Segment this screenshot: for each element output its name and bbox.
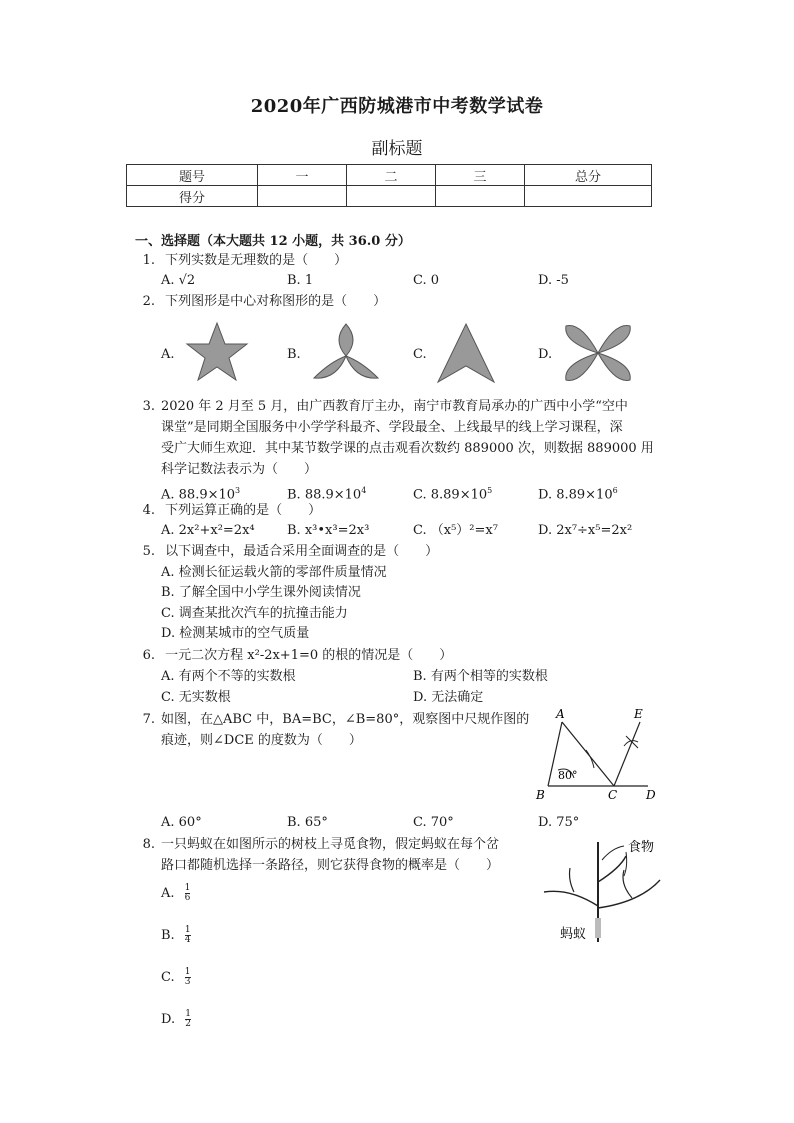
question-stem-line: 如图，在△ABC 中，BA=BC，∠B=80°，观察图中尺规作图的 — [161, 712, 530, 727]
question-6 — [135, 646, 452, 666]
score-cell[interactable] — [347, 186, 436, 207]
question-2 — [135, 292, 386, 312]
denominator: 2 — [185, 1019, 191, 1029]
option-b[interactable]: B. 有两个相等的实数根 — [413, 669, 548, 684]
question-1 — [135, 251, 347, 271]
option-a[interactable]: A. 60° — [161, 815, 202, 830]
question-5 — [135, 542, 438, 562]
score-row-label: 得分 — [127, 186, 258, 207]
question-stem-line: 路口都随机选择一条路径，则它获得食物的概率是（ ） — [161, 858, 500, 873]
numerator: 1 — [184, 967, 191, 977]
question-stem: 下列运算正确的是（ ） — [165, 503, 322, 518]
fraction — [185, 1010, 191, 1029]
option-letter: A. — [161, 886, 175, 901]
score-header-cell: 二 — [347, 165, 436, 186]
question-stem: 下列图形是中心对称图形的是（ ） — [165, 294, 387, 309]
option-d[interactable]: D. 75° — [538, 815, 580, 830]
score-cell[interactable] — [436, 186, 525, 207]
question-3 — [135, 396, 675, 480]
numerator: 1 — [184, 883, 191, 893]
question-number: 2. — [142, 294, 155, 309]
question-stem-line: 2020 年 2 月至 5 月，由广西教育厅主办，南宁市教育局承办的广西中小学“空中 — [161, 399, 628, 414]
score-cell[interactable] — [258, 186, 347, 207]
option-b[interactable]: B. x³•x³=2x³ — [287, 523, 370, 538]
option-d[interactable] — [538, 481, 618, 505]
tree-branch-figure — [540, 832, 670, 944]
option-c[interactable] — [161, 968, 191, 988]
question-stem: 以下调查中，最适合采用全面调查的是（ ） — [165, 544, 439, 559]
question-stem-line: 科学记数法表示为（ ） — [161, 462, 318, 477]
option-text: C. 8.89×10 — [413, 487, 488, 503]
option-c[interactable]: C. 调查某批次汽车的抗撞击能力 — [161, 606, 348, 621]
exponent: 4 — [361, 486, 367, 495]
label-a: A — [556, 707, 565, 721]
question-number: 5. — [142, 544, 155, 559]
option-a[interactable]: A. √2 — [161, 273, 196, 288]
option-b[interactable]: B. — [287, 347, 301, 362]
question-number: 6. — [142, 648, 155, 663]
exponent: 5 — [487, 486, 493, 495]
option-letter: D. — [161, 1012, 176, 1027]
score-header-cell: 三 — [436, 165, 525, 186]
section-title: 一、选择题（本大题共 12 小题，共 36.0 分） — [135, 234, 411, 249]
question-number: 4. — [142, 503, 155, 518]
label-b: B — [536, 788, 545, 802]
option-c[interactable]: C. （x⁵）²=x⁷ — [413, 523, 498, 538]
score-header-cell: 题号 — [127, 165, 258, 186]
score-header-cell: 总分 — [525, 165, 652, 186]
option-d[interactable]: D. 2x⁷÷x⁵=2x² — [538, 523, 633, 538]
question-number: 8. — [142, 837, 155, 852]
question-stem: 一元二次方程 x²-2x+1=0 的根的情况是（ ） — [165, 648, 453, 663]
question-4 — [135, 501, 321, 521]
option-a[interactable]: A. 检测长征运载火箭的零部件质量情况 — [161, 565, 387, 580]
option-text: D. 8.89×10 — [538, 487, 613, 503]
question-stem-line: 一只蚂蚁在如图所示的树枝上寻觅食物，假定蚂蚁在每个岔 — [161, 837, 500, 852]
option-d[interactable]: D. — [538, 347, 553, 362]
star-shape — [184, 320, 250, 384]
numerator: 1 — [184, 925, 191, 935]
option-c[interactable]: C. — [413, 347, 427, 362]
fraction — [185, 968, 191, 987]
option-a[interactable] — [161, 884, 190, 904]
question-number: 7. — [142, 712, 155, 727]
option-c[interactable] — [413, 481, 492, 505]
four-petal-shape — [563, 322, 633, 384]
label-e: E — [634, 707, 643, 721]
denominator: 6 — [184, 893, 191, 903]
option-c[interactable]: C. 70° — [413, 815, 454, 830]
question-number: 1. — [142, 253, 155, 268]
option-b[interactable]: B. 了解全国中小学生课外阅读情况 — [161, 585, 361, 600]
triangle-construction-figure — [534, 706, 664, 806]
exponent: 3 — [235, 486, 241, 495]
score-header-cell: 一 — [258, 165, 347, 186]
option-d[interactable] — [161, 1010, 191, 1030]
ant-label: 蚂蚁 — [560, 927, 587, 942]
score-table-row — [127, 186, 652, 207]
option-d[interactable]: D. 检测某城市的空气质量 — [161, 626, 310, 641]
score-table — [126, 164, 652, 207]
question-stem-line: 受广大师生欢迎．其中某节数学课的点击观看次数约 889000 次，则数据 889000 用 — [161, 441, 654, 456]
fraction — [185, 926, 191, 945]
denominator: 4 — [184, 935, 191, 945]
option-letter: C. — [161, 970, 175, 985]
question-8 — [135, 834, 499, 876]
option-letter: B. — [161, 928, 175, 943]
page-subtitle: 副标题 — [371, 139, 423, 159]
ant-icon — [595, 918, 601, 938]
option-b[interactable]: B. 1 — [287, 273, 314, 288]
angle-label: 80° — [558, 769, 578, 782]
option-b[interactable] — [161, 926, 191, 946]
arrow-shape — [436, 322, 496, 384]
question-7 — [135, 709, 529, 751]
numerator: 1 — [185, 1009, 191, 1019]
three-petal-shape — [310, 322, 382, 384]
option-d[interactable]: D. 无法确定 — [413, 690, 484, 705]
option-c[interactable]: C. 无实数根 — [161, 690, 231, 705]
option-b[interactable]: B. 65° — [287, 815, 328, 830]
fraction — [185, 884, 191, 903]
question-stem-line: 痕迹，则∠DCE 的度数为（ ） — [161, 733, 362, 748]
food-label: 食物 — [628, 840, 655, 855]
question-number: 3. — [142, 399, 155, 414]
score-cell[interactable] — [525, 186, 652, 207]
label-c: C — [608, 788, 618, 802]
option-a[interactable]: A. 有两个不等的实数根 — [161, 669, 296, 684]
exponent: 6 — [612, 486, 618, 495]
page-title: 2020年广西防城港市中考数学试卷 — [250, 96, 544, 117]
option-d[interactable]: D. -5 — [538, 273, 569, 288]
label-d: D — [646, 788, 656, 802]
option-a[interactable]: A. — [161, 347, 175, 362]
option-text: A. 88.9×10 — [161, 487, 236, 503]
question-stem: 下列实数是无理数的是（ ） — [165, 253, 348, 268]
score-table-header-row — [127, 165, 652, 186]
option-text: B. 88.9×10 — [287, 487, 362, 503]
option-c[interactable]: C. 0 — [413, 273, 440, 288]
denominator: 3 — [184, 977, 191, 987]
option-a[interactable]: A. 2x²+x²=2x⁴ — [161, 523, 255, 538]
question-stem-line: 课堂”是同期全国服务中小学学科最齐、学段最全、上线最早的线上学习课程，深 — [161, 420, 623, 435]
